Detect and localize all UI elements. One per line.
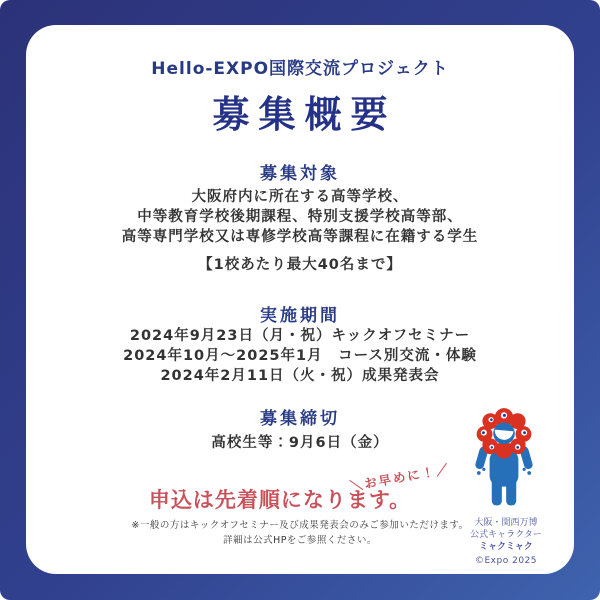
target-line-2: 中等教育学校後期課程、特別支援学校高等部、 <box>137 209 463 225</box>
mascot-caption-line-1: 大阪・関西万博 <box>474 518 538 528</box>
footnote-line-1: ※一般の方はキックオフセミナー及び成果発表会のみご参加いただけます。 <box>131 520 469 531</box>
capacity-note: 【1校あたり最大40名まで】 <box>198 257 402 273</box>
section-target-body <box>0 187 600 247</box>
mascot-caption-line-2: 公式キャラクター <box>470 530 542 540</box>
target-line-3: 高等専門学校又は専修学校高等課程に在籍する学生 <box>121 229 479 245</box>
period-line-3: 2024年2月11日（火・祝）成果発表会 <box>160 368 440 384</box>
myakumyaku-mascot-icon <box>466 406 542 514</box>
urgency-callout: ＼お早めに！／ <box>348 461 452 494</box>
section-heading-target: 募集対象 <box>260 164 340 184</box>
section-period-body <box>0 326 600 386</box>
project-title: Hello-EXPO国際交流プロジェクト <box>151 59 449 79</box>
footnote-line-2: 詳細は公式HPをご参照ください。 <box>223 535 377 546</box>
target-line-1: 大阪府内に所在する高等学校、 <box>191 189 409 205</box>
mascot-name: ミャクミャク <box>479 542 533 552</box>
period-line-1: 2024年9月23日（月・祝）キックオフセミナー <box>129 328 471 344</box>
mascot-copyright: ©Expo 2025 <box>475 556 537 566</box>
deadline-line: 高校生等：9月6日（金） <box>211 435 389 451</box>
mascot-caption <box>448 517 564 567</box>
section-heading-period: 実施期間 <box>260 306 340 326</box>
first-come-notice: 申込は先着順になります。 <box>148 488 412 512</box>
page-title: 募集概要 <box>212 93 397 136</box>
section-heading-deadline: 募集締切 <box>260 409 340 429</box>
period-line-2: 2024年10月～2025年1月 コース別交流・体験 <box>123 348 477 364</box>
